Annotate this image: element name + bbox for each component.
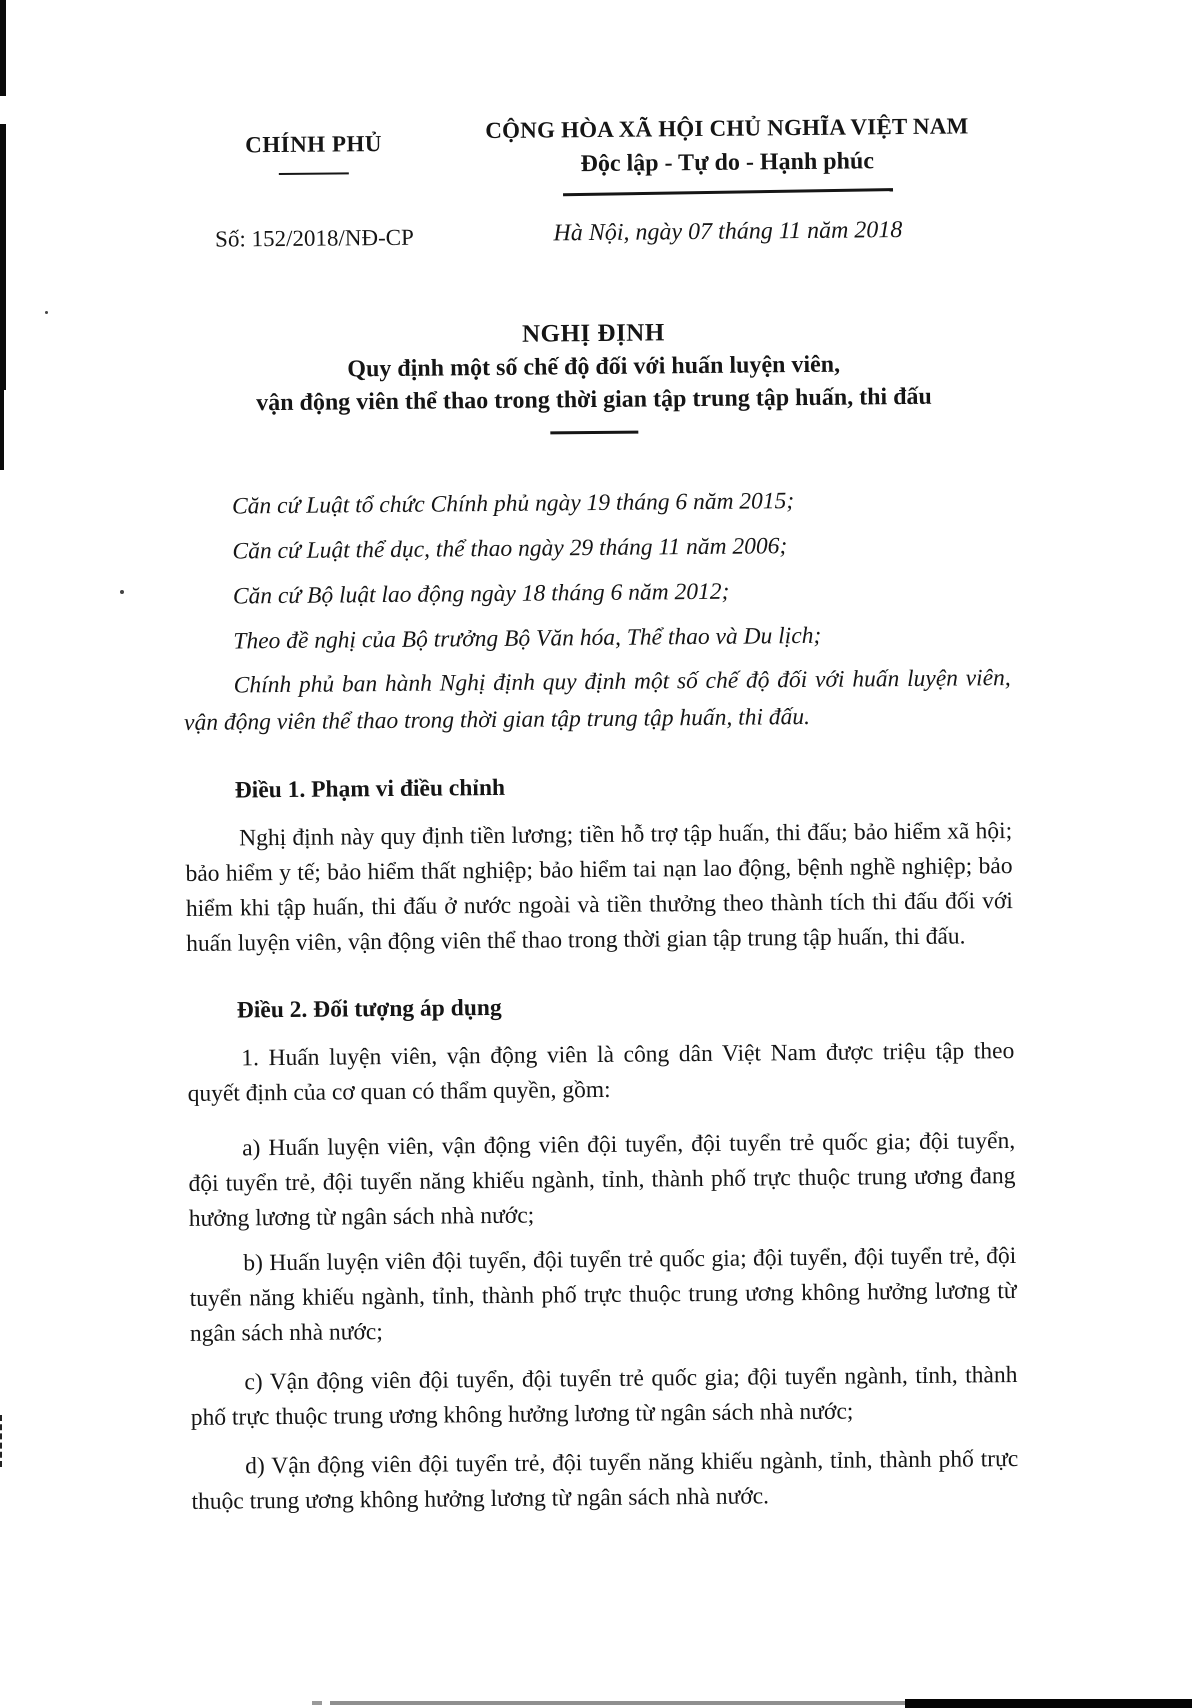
- document-type-title: NGHỊ ĐỊNH: [521, 319, 665, 348]
- issuer-name: CHÍNH PHỦ: [245, 131, 383, 158]
- article-2-point-b: b) Huấn luyện viên đội tuyển, đội tuyển trẻ quốc gia; đội tuyển, đội tuyển trẻ, đội tuyển năng khiếu ngành, tỉnh, thành phố trực thuộc trung ương không hưởng lương từ ngân sách nhà nước;: [189, 1243, 1017, 1348]
- title-underline: [550, 431, 638, 435]
- place-and-date: Hà Nội, ngày 07 tháng 11 năm 2018: [553, 217, 903, 247]
- scan-artifact-bottom-bar: [330, 1701, 905, 1705]
- enactment-clause: Chính phủ ban hành Nghị định quy định một số chế độ đối với huấn luyện viên, vận động viên thể thao trong thời gian tập trung tập huấn, thi đấu.: [183, 665, 1011, 737]
- document-body: [0, 480, 1192, 1521]
- national-motto-line2: Độc lập - Tự do - Hạnh phúc: [580, 147, 875, 177]
- national-motto-line1: CỘNG HÒA XÃ HỘI CHỦ NGHĨA VIỆT NAM: [485, 113, 969, 144]
- motto-underline: [563, 189, 893, 197]
- issuer-underline: [279, 172, 349, 175]
- header-issuer-block: [178, 117, 449, 253]
- scan-speck: [45, 311, 48, 314]
- legal-citation: Theo đề nghị của Bộ trưởng Bộ Văn hóa, Thể thao và Du lịch;: [233, 623, 822, 655]
- scan-artifact-left-strip-tail: [0, 1415, 2, 1467]
- legal-citation: Căn cứ Luật thể dục, thể thao ngày 29 tháng 11 năm 2006;: [232, 533, 788, 565]
- article-1-heading: Điều 1. Phạm vi điều chỉnh: [234, 775, 506, 804]
- scan-speck: [120, 590, 124, 594]
- article-1-paragraph: Nghị định này quy định tiền lương; tiền hỗ trợ tập huấn, thi đấu; bảo hiểm xã hội; bảo hiểm y tế; bảo hiểm thất nghiệp; bảo hiểm tai nạn lao động, bệnh nghề nghiệp; bảo hiểm khi tập huấn, thi đấu ở nước ngoài và tiền thưởng theo thành tích thi đấu đối với huấn luyện viên, vận động viên thể thao trong thời gian tập trung tập huấn, thi đấu.: [185, 818, 1013, 958]
- legal-citation: Căn cứ Luật tổ chức Chính phủ ngày 19 tháng 6 năm 2015;: [231, 488, 795, 520]
- scan-artifact-gap: [0, 96, 8, 124]
- article-2-point-a: a) Huấn luyện viên, vận động viên đội tuyển, đội tuyển trẻ quốc gia; đội tuyển, đội tuyển trẻ, đội tuyển năng khiếu ngành, tỉnh, thành phố trực thuộc trung ương đang hưởng lương từ ngân sách nhà nước;: [188, 1128, 1016, 1233]
- scan-artifact-bottom-dash: [312, 1701, 322, 1705]
- scan-artifact-bottom-bar: [905, 1699, 1192, 1708]
- document-number: Số: 152/2018/NĐ-CP: [214, 224, 414, 252]
- article-2-point-c: c) Vận động viên đội tuyển, đội tuyển trẻ quốc gia; đội tuyển ngành, tỉnh, thành phố trực thuộc trung ương không hưởng lương từ ngân sách nhà nước;: [190, 1362, 1018, 1432]
- document-header: [0, 0, 1189, 255]
- document-subject-line1: Quy định một số chế độ đối với huấn luyện viên,: [347, 351, 841, 383]
- article-2-clause-1: 1. Huấn luyện viên, vận động viên là công dân Việt Nam được triệu tập theo quyết định của cơ quan có thẩm quyền, gồm:: [187, 1038, 1015, 1108]
- scan-artifact-gap: [0, 1178, 8, 1194]
- article-2-heading: Điều 2. Đối tượng áp dụng: [236, 995, 502, 1024]
- document-title-block: [0, 313, 1190, 439]
- article-2-point-d: d) Vận động viên đội tuyển trẻ, đội tuyển năng khiếu ngành, tỉnh, thành phố trực thuộc trung ương không hưởng lương từ ngân sách nhà nước.: [191, 1446, 1019, 1516]
- legal-citation: Căn cứ Bộ luật lao động ngày 18 tháng 6 năm 2012;: [232, 578, 730, 610]
- document-subject-line2: vận động viên thể thao trong thời gian tập trung tập huấn, thi đấu: [256, 383, 932, 417]
- header-motto-block: [448, 112, 1006, 251]
